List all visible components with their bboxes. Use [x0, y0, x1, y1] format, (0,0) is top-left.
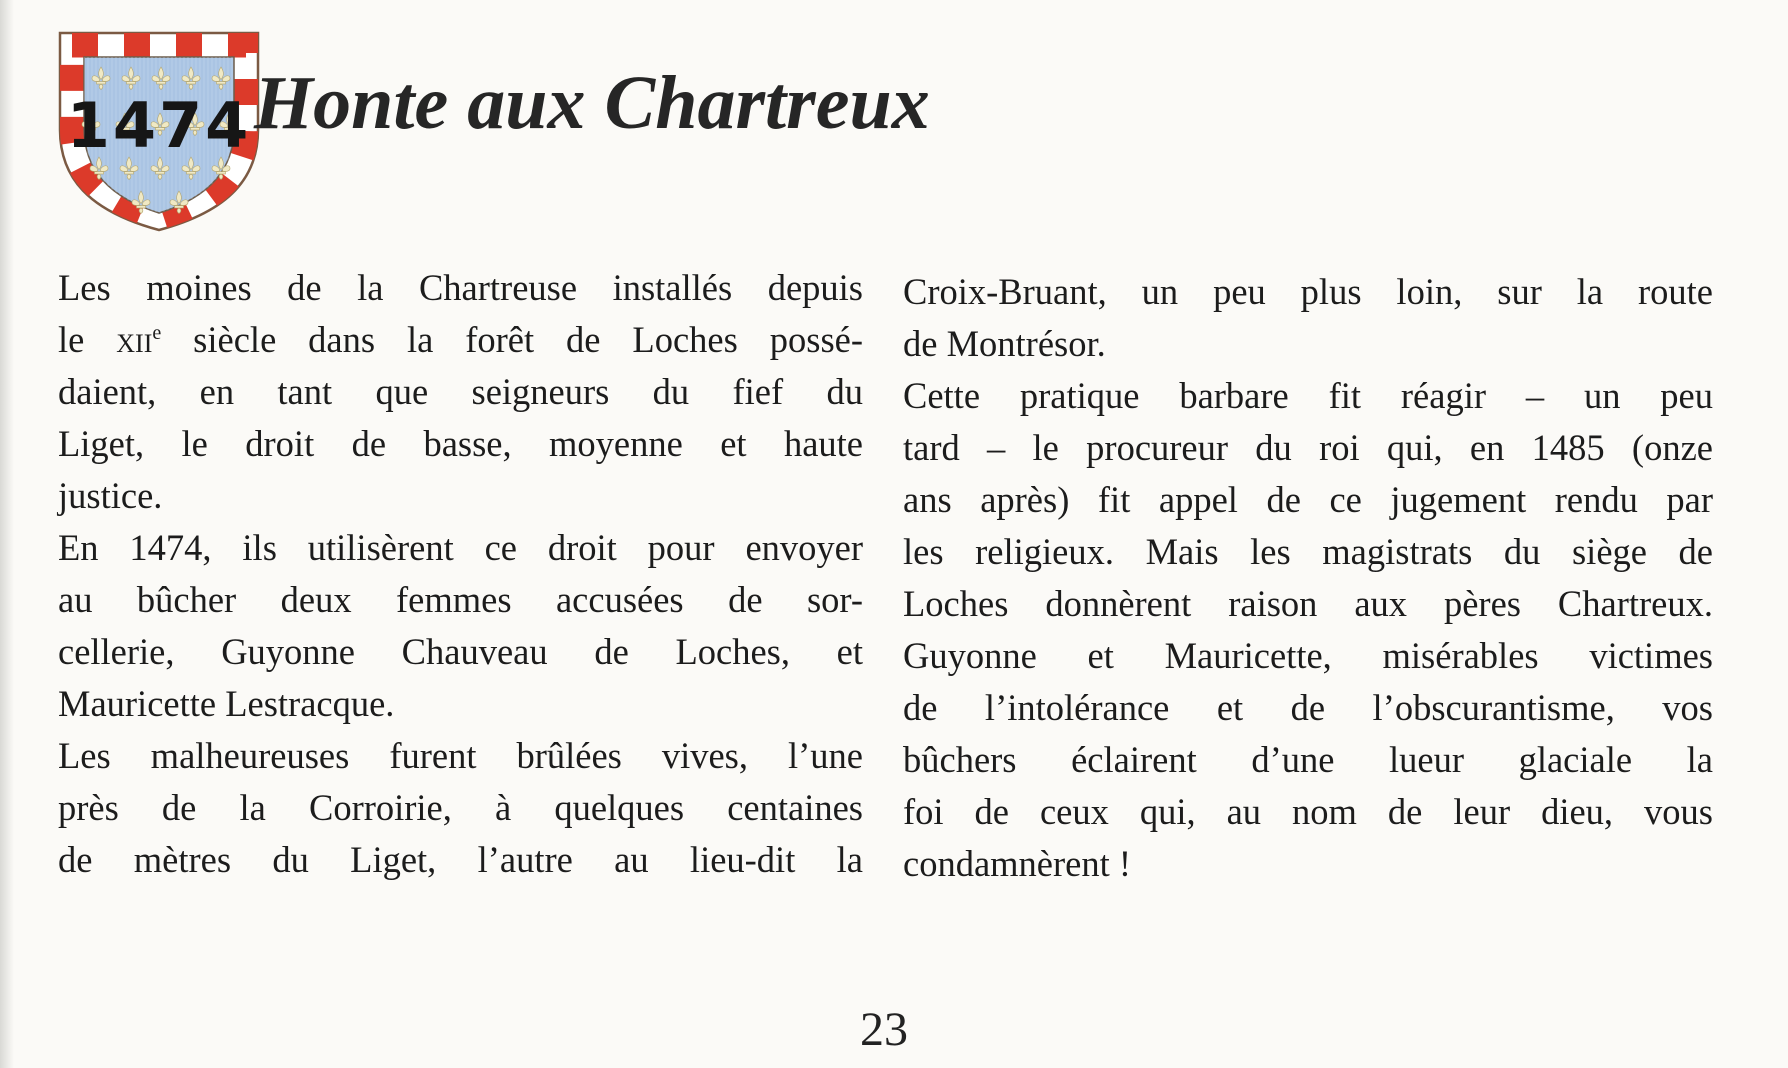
- paragraph: [58, 262, 863, 522]
- text-line: [58, 314, 863, 366]
- text-line: Guyonne et Mauricette, misérables victimes: [903, 635, 1713, 676]
- text-line: tard – le procureur du roi qui, en 1485 (onze: [903, 427, 1713, 468]
- text-line: En 1474, ils utilisèrent ce droit pour envoyer: [58, 527, 863, 568]
- chapter-title: Honte aux Chartreux: [254, 61, 930, 145]
- paragraph: [903, 266, 1713, 370]
- text-line: ans après) fit appel de ce jugement rendu par: [903, 479, 1713, 520]
- ordinal-superscript: e: [152, 321, 162, 344]
- text-line: Les malheureuses furent brûlées vives, l’une: [58, 735, 863, 776]
- text-line: les religieux. Mais les magistrats du siège de: [903, 531, 1713, 572]
- text-line: justice.: [58, 475, 163, 516]
- text-line: Liget, le droit de basse, moyenne et haute: [58, 423, 863, 464]
- text-line: de l’intolérance et de l’obscurantisme, vos: [903, 687, 1713, 728]
- paragraph: [903, 370, 1713, 630]
- text-line: près de la Corroirie, à quelques centaines: [58, 787, 863, 828]
- text-line: au bûcher deux femmes accusées de sor-: [58, 579, 863, 620]
- scan-edge-shadow: [0, 0, 14, 1068]
- text-line: Croix-Bruant, un peu plus loin, sur la route: [903, 271, 1713, 312]
- page-number: 23: [860, 1003, 908, 1056]
- text-line: Les moines de la Chartreuse installés depuis: [58, 267, 863, 308]
- text-line: de Montrésor.: [903, 323, 1106, 364]
- text-line: Cette pratique barbare fit réagir – un peu: [903, 375, 1713, 416]
- text-line: cellerie, Guyonne Chauveau de Loches, et: [58, 631, 863, 672]
- paragraph: [58, 522, 863, 730]
- text-line: Loches donnèrent raison aux pères Chartreux.: [903, 583, 1713, 624]
- text-line: de mètres du Liget, l’autre au lieu-dit la: [58, 839, 863, 880]
- text-line: condamnèrent !: [903, 843, 1132, 884]
- left-text-column: [58, 262, 863, 886]
- coat-of-arms-1474-icon: [55, 26, 263, 234]
- text-run: siècle dans la forêt de Loches possé-: [161, 319, 863, 360]
- text-line: foi de ceux qui, au nom de leur dieu, vous: [903, 791, 1713, 832]
- text-line: daient, en tant que seigneurs du fief du: [58, 371, 863, 412]
- right-text-column: [903, 266, 1713, 890]
- text-line: bûchers éclairent d’une lueur glaciale la: [903, 739, 1713, 780]
- paragraph: [903, 630, 1713, 890]
- century-numeral: xii: [116, 319, 153, 360]
- text-run: le: [58, 319, 117, 360]
- text-line: Mauricette Lestracque.: [58, 683, 395, 724]
- paragraph: [58, 730, 863, 886]
- shield-year-label: 1474: [66, 89, 252, 162]
